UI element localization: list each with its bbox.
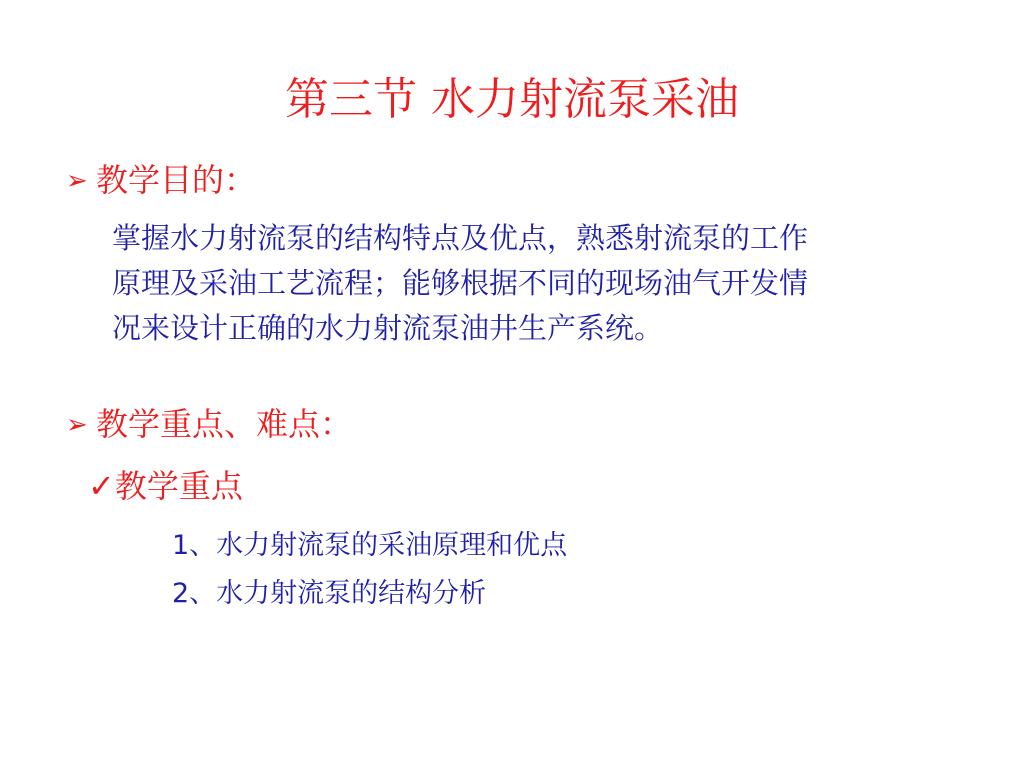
slide-title: 第三节 水力射流泵采油 [285, 74, 739, 125]
paragraph-line: 况来设计正确的水力射流泵油井生产系统。 [112, 311, 664, 345]
keypoint-item: 1、水力射流泵的采油原理和优点 [172, 530, 568, 561]
arrow-bullet-icon: ➢ [66, 166, 88, 196]
objectives-paragraph [112, 216, 942, 351]
checkmark-icon: ✓ [88, 467, 115, 505]
arrow-bullet-icon: ➢ [66, 410, 88, 440]
objectives-heading-text: 教学目的： [96, 161, 257, 199]
paragraph-line: 掌握水力射流泵的结构特点及优点，熟悉射流泵的工作 [112, 221, 809, 255]
keypoints-heading [66, 404, 352, 445]
keypoints-subheading-text: 教学重点 [114, 467, 243, 505]
objectives-heading [66, 160, 256, 201]
keypoint-item: 2、水力射流泵的结构分析 [172, 578, 487, 609]
keypoints-subheading [88, 466, 243, 506]
keypoints-heading-text: 教学重点、难点： [96, 405, 353, 443]
paragraph-line: 原理及采油工艺流程；能够根据不同的现场油气开发情 [112, 266, 809, 300]
